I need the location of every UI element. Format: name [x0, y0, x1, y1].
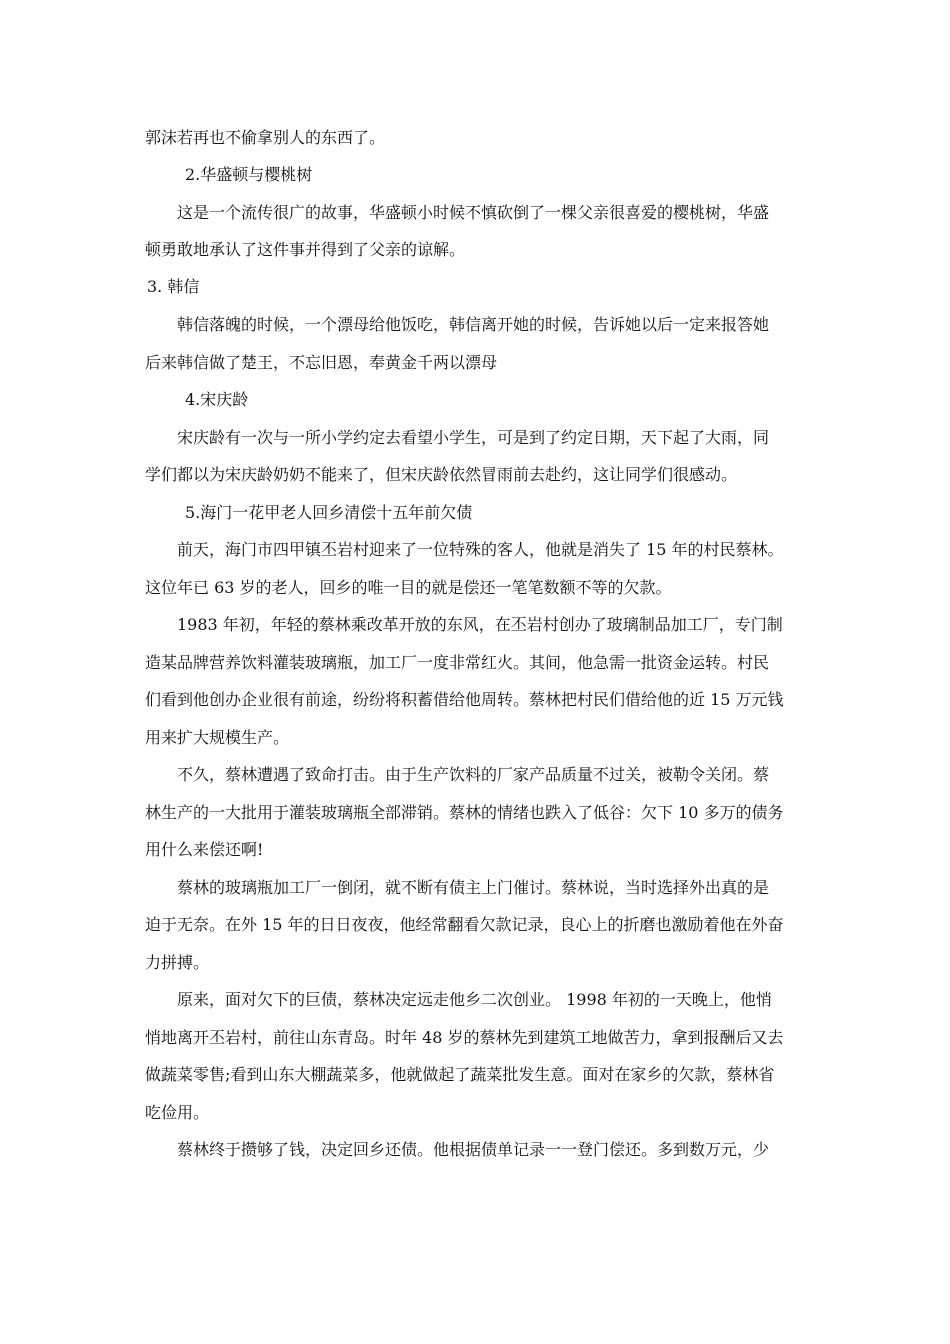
text-line: 1983 年初，年轻的蔡林乘改革开放的东风，在丕岩村创办了玻璃制品加工厂，专门制: [177, 615, 783, 634]
section-heading: 2.华盛顿与樱桃树: [185, 165, 313, 184]
text-line: 学们都以为宋庆龄奶奶不能来了，但宋庆龄依然冒雨前去赴约，这让同学们很感动。: [145, 465, 738, 484]
text-line: 力拼搏。: [145, 953, 210, 972]
text-line: 前天，海门市四甲镇丕岩村迎来了一位特殊的客人，他就是消失了 15 年的村民蔡林。: [177, 540, 784, 559]
text-line: 宋庆龄有一次与一所小学约定去看望小学生，可是到了约定日期，天下起了大雨，同: [177, 428, 770, 447]
text-line: 蔡林的玻璃瓶加工厂一倒闭，就不断有债主上门催讨。蔡林说，当时选择外出真的是: [177, 878, 770, 897]
text-line: 后来韩信做了楚王，不忘旧恩，奉黄金千两以漂母: [145, 353, 498, 372]
text-line: 用来扩大规模生产。: [145, 728, 290, 747]
text-line: 造某品牌营养饮料灌装玻璃瓶，加工厂一度非常红火。其间，他急需一批资金运转。村民: [145, 653, 770, 672]
section-heading: 5.海门一花甲老人回乡清偿十五年前欠债: [185, 503, 473, 522]
text-line: 做蔬菜零售;看到山东大棚蔬菜多，他就做起了蔬菜批发生意。面对在家乡的欠款，蔡林省: [145, 1065, 775, 1084]
text-line: 这位年已 63 岁的老人，回乡的唯一目的就是偿还一笔笔数额不等的欠款。: [145, 578, 672, 597]
text-line: 蔡林终于攒够了钱，决定回乡还债。他根据债单记录一一登门偿还。多到数万元，少: [177, 1140, 770, 1159]
text-line: 悄地离开丕岩村，前往山东青岛。时年 48 岁的蔡林先到建筑工地做苦力，拿到报酬后又去: [145, 1028, 784, 1047]
section-heading: 3. 韩信: [147, 277, 200, 296]
section-heading: 4.宋庆龄: [185, 390, 249, 409]
text-line: 郭沫若再也不偷拿别人的东西了。: [145, 128, 386, 147]
text-line: 们看到他创办企业很有前途，纷纷将积蓄借给他周转。蔡林把村民们借给他的近 15 万元钱: [145, 690, 784, 709]
text-line: 顿勇敢地承认了这件事并得到了父亲的谅解。: [145, 240, 466, 259]
text-line: 林生产的一大批用于灌装玻璃瓶全部滞销。蔡林的情绪也跌入了低谷：欠下 10 多万的债务: [145, 803, 784, 822]
text-line: 原来，面对欠下的巨债，蔡林决定远走他乡二次创业。 1998 年初的一天晚上，他悄: [177, 990, 772, 1009]
text-line: 用什么来偿还啊!: [145, 840, 264, 859]
text-line: 迫于无奈。在外 15 年的日日夜夜，他经常翻看欠款记录，良心上的折磨也激励着他在外奋: [145, 915, 784, 934]
text-line: 这是一个流传很广的故事，华盛顿小时候不慎砍倒了一棵父亲很喜爱的樱桃树，华盛: [177, 203, 770, 222]
text-line: 不久，蔡林遭遇了致命打击。由于生产饮料的厂家产品质量不过关，被勒令关闭。蔡: [177, 765, 770, 784]
text-line: 韩信落魄的时候，一个漂母给他饭吃，韩信离开她的时候，告诉她以后一定来报答她: [177, 315, 770, 334]
text-line: 吃俭用。: [145, 1103, 210, 1122]
